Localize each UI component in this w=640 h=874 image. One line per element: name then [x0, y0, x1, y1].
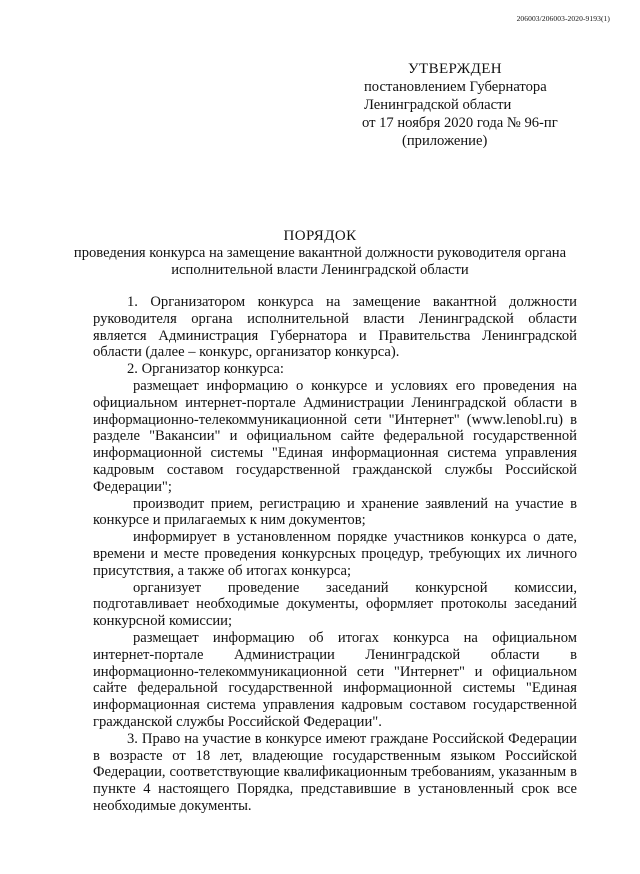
- paragraph-1: 1. Организатором конкурса на замещение вакантной должности руководителя органа исполнительной власти Ленинградской области является Администрация Губернатора и Правительства Ленинградской области (далее – конкурс, организатор конкурса).: [93, 294, 577, 361]
- paragraph-3: 3. Право на участие в конкурсе имеют граждане Российской Федерации в возрасте от 18 лет, владеющие государственным языком Российской Федерации, соответствующие квалификационным требованиям, указанным в пункте 4 настоящего Порядка, представившие в установленный срок все необходимые документы.: [93, 730, 577, 814]
- document-body: [93, 294, 577, 815]
- paragraph-2c: информирует в установленном порядке участников конкурса о дате, времени и месте проведения конкурсных процедур, требующих их личного присутствия, а также об итогах конкурса;: [93, 529, 577, 579]
- approval-line-4: (приложение): [402, 133, 488, 149]
- paragraph-2a: размещает информацию о конкурсе и условиях его проведения на официальном интернет-портале Администрации Ленинградской области в информационно-телекоммуникационной сети "Интернет" (www.lenobl.ru) в разделе "Вакансии" и официальном сайте федеральной государственной информационной системы "Единая информационная система управления кадровым составом государственной гражданской службы Российской Федерации";: [93, 377, 577, 495]
- document-subtitle: проведения конкурса на замещение вакантной должности руководителя органа исполнительной власти Ленинградской области: [73, 245, 567, 278]
- document-number: 206003/206003-2020-9193(1): [516, 14, 610, 23]
- paragraph-2d: организует проведение заседаний конкурсной комиссии, подготавливает необходимые документы, оформляет протоколы заседаний конкурсной комиссии;: [93, 579, 577, 630]
- approval-line-1: постановлением Губернатора: [364, 79, 547, 95]
- approval-stamp: [362, 60, 558, 150]
- paragraph-2e: размещает информацию об итогах конкурса на официальном интернет-портале Администрации Ленинградской области в информационно-телекоммуникационной сети "Интернет" и официальном сайте федеральной государственной информационной системы "Единая информационная система управления кадровым составом государственной гражданской службы Российской Федерации".: [93, 629, 577, 730]
- paragraph-2b: производит прием, регистрацию и хранение заявлений на участие в конкурсе и прилагаемых к ним документов;: [93, 495, 577, 529]
- approval-title: УТВЕРЖДЕН: [408, 61, 503, 77]
- approval-line-2: Ленинградской области: [364, 97, 512, 113]
- paragraph-2: 2. Организатор конкурса:: [127, 361, 284, 378]
- document-title: ПОРЯДОК: [283, 228, 357, 244]
- approval-line-3: от 17 ноября 2020 года № 96-пг: [362, 115, 558, 131]
